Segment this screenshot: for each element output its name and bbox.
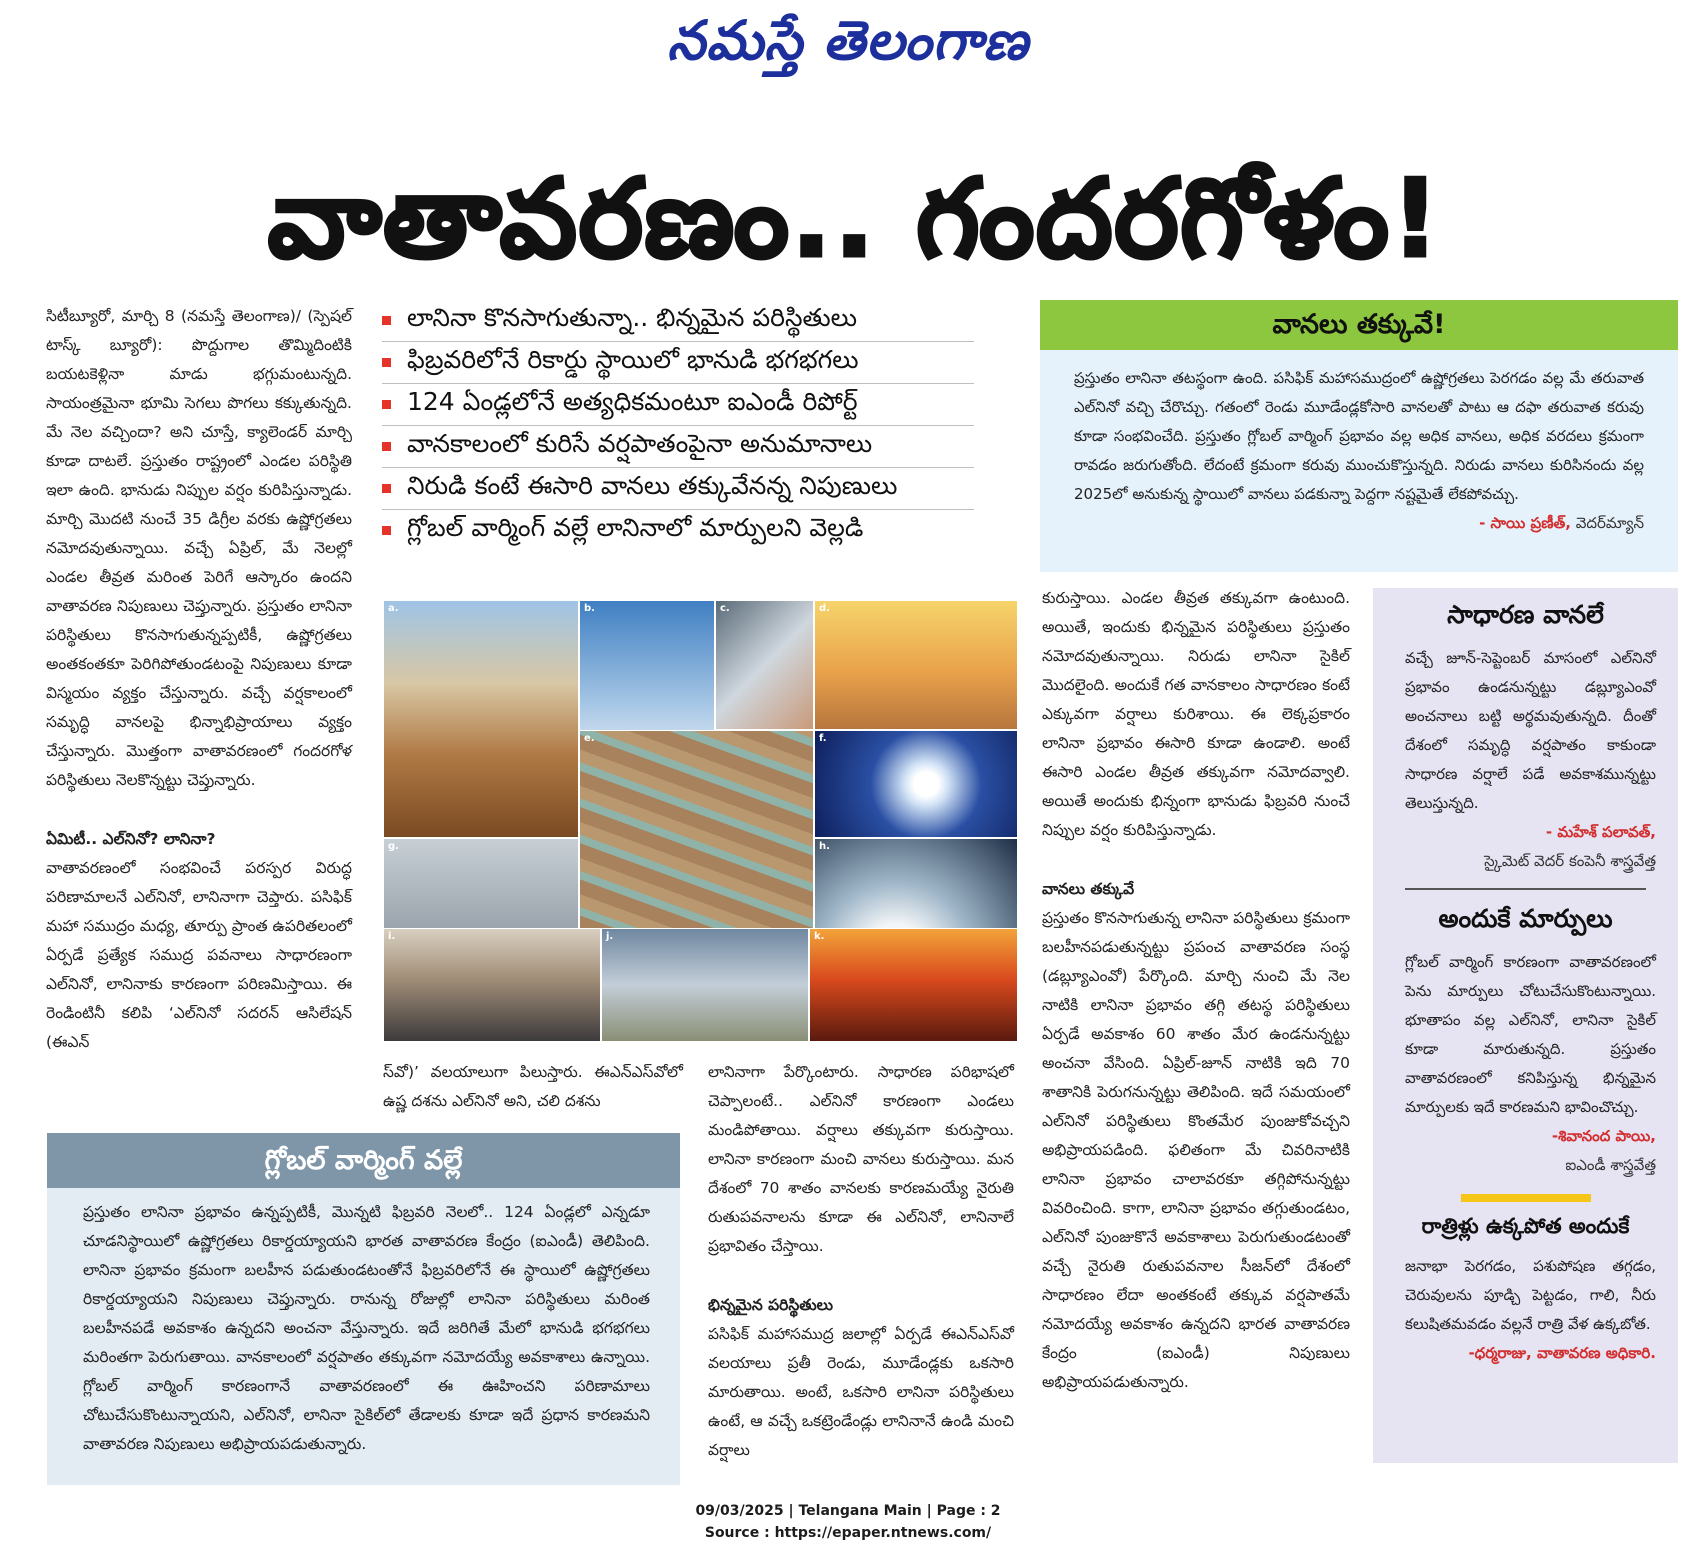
quote-body: గ్లోబల్ వార్మింగ్ కారణంగా వాతావరణంలో పెను మార్పులు చోటుచేసుకొంటున్నాయి. భూతాపం వల్ల ఎల్‌నినో, లానినా సైకిల్ కూడా మారుతున్నది. ప్రస్తుతం వాతావరణంలో కనిపిస్తున్న భిన్నమైన మార్పులకు ఇదే కారణమని భావించొచ్చు. -శివానంద పాయి, ఐఎండీ శాస్త్రవేత్త — [1373, 948, 1678, 1180]
box-body: ప్రస్తుతం లానినా ప్రభావం ఉన్నప్పటికీ, మొన్నటి ఫిబ్రవరి నెలలో.. 124 ఏండ్లలో ఎన్నడూ చూడనిస్థాయిలో ఉష్ణోగ్రతలు రికార్డయ్యాయని భారత వాతావరణ కేంద్రం (ఐఎండీ) తెలిపింది. లానినా ప్రభావం క్రమంగా బలహీన పడుతుండటంతోనే ఫిబ్రవరిలోనే ఈ స్థాయిలో ఉష్ణోగ్రతలు రికార్డయ్యాయని నిపుణులు చెప్తున్నారు. రానున్న రోజుల్లో లానినా పరిస్థితులు మరింత బలహీనపడే అవకాశం ఉన్నదని అంచనా వేస్తున్నారు. ఇదే జరిగితే మేలో భానుడి భగభగలు మరింతగా పెరుగుతాయి. వానకాలంలో వర్షపాతం తక్కువగా నమోదయ్యే అవకాశాలు ఉన్నాయి. గ్లోబల్ వార్మింగ్ కారణంగానే వాతావరణంలో ఈ ఊహించని పరిణామాలు చోటుచేసుకొంటున్నాయని, ఎల్‌నినో, లానినా సైకిల్‌లో తేడాలకు కూడా ఇదే ప్రధాన కారణమని వాతావరణ నిపుణులు అభిప్రాయపడుతున్నారు. — [83, 1203, 650, 1453]
bullet-square-icon — [382, 358, 391, 367]
bullet-list — [382, 300, 974, 551]
bullet-item: లానినా కొనసాగుతున్నా.. భిన్నమైన పరిస్థితులు — [382, 300, 974, 342]
column-1 — [46, 302, 352, 1057]
divider — [1405, 888, 1646, 890]
accent-bar — [1461, 1194, 1591, 1202]
subhead-what-is-elnino: ఏమిటీ.. ఎల్‌నినో? లానినా? — [46, 830, 216, 848]
footer-date-page: 09/03/2025 | Telangana Main | Page : 2 — [695, 1503, 1001, 1519]
lead-paragraph: సిటీబ్యూరో, మార్చి 8 (నమస్తే తెలంగాణ)/ (స్పెషల్ టాస్క్ బ్యూరో): పొద్దుగాల తొమ్మిదింటికి బయటకెళ్లినా మాడు భగ్గుమంటున్నది. సాయంత్రమైనా భూమి సెగలు పొగలు కక్కుతున్నది. మే నెల వచ్చిందా? అని చూస్తే, క్యాలెండర్ మార్చి కూడా దాటలే. ప్రస్తుతం రాష్ట్రంలో ఎండల పరిస్థితి ఇలా ఉంది. భానుడు నిప్పుల వర్షం కురిపిస్తున్నాడు. మార్చి మొదటి నుంచే 35 డిగ్రీల వరకు ఉష్ణోగ్రతలు నమోదవుతున్నాయి. వచ్చే ఏప్రిల్, మే నెలల్లో ఎండల తీవ్రత మరింత పెరిగే ఆస్కారం ఉందని వాతావరణ నిపుణులు చెప్తున్నారు. ప్రస్తుతం లానినా పరిస్థితులు కొనసాగుతున్నప్పటికీ, ఉష్ణోగ్రతలు అంతకంతకూ పెరిగిపోతుండటంపై నిపుణులు కూడా విస్మయం వ్యక్తం చేస్తున్నారు. వచ్చే వర్షకాలంలో సమృద్ధి వానలపై భిన్నాభిప్రాయాలు వ్యక్తం చేస్తున్నారు. మొత్తంగా వాతావరణంలో గందరగోళ పరిస్థితులు నెలకొన్నట్టు చెప్తున్నారు. — [46, 307, 352, 789]
quote-signature: -శివానంద పాయి, ఐఎండీ శాస్త్రవేత్త — [1551, 1127, 1656, 1174]
photo-hailstones: c. — [715, 600, 814, 730]
column-2 — [383, 1058, 683, 1116]
quote-signature: -ధర్మరాజు, వాతావరణ అధికారి. — [1468, 1344, 1656, 1362]
column-3-body: పసిఫిక్ మహాసముద్ర జలాల్లో ఏర్పడే ఈఎన్‌ఎస్‌వో వలయాలు ప్రతీ రెండు, మూడేండ్లకు ఒకసారి మారుతాయి. అంటే, ఒకసారి లానినా పరిస్థితులు ఉంటే, ఆ వచ్చే ఒకట్రెండేండ్లు లానినానే ఉండి మంచి వర్షాలు — [708, 1325, 1014, 1459]
box-body: ప్రస్తుతం లానినా తటస్థంగా ఉంది. పసిఫిక్ మహాసముద్రంలో ఉష్ణోగ్రతలు పెరగడం వల్ల మే తరువాత ఎల్‌నినో వచ్చి చేరొచ్చు. గతంలో రెండు మూడేండ్లకోసారి వానలతో పాటు ఆ దఫా తరువాత కరువు కూడా సంభవించేది. ప్రస్తుతం గ్లోబల్ వార్మింగ్ ప్రభావం వల్ల అధిక వానలు, అధిక వరదలు క్రమంగా రావడం జరుగుతోంది. లేదంటే క్రమంగా కరువు ముంచుకొస్తున్నది. నిరుడు వానలు కురిసినందు వల్ల 2025లో అనుకున్న స్థాయిలో వానలు పడకున్నా పెద్దగా నష్టమైతే లేకపోవచ్చు. - సాయి ప్రణీత్, వెదర్‌మ్యాన్ — [1040, 350, 1678, 538]
photo-wildfire: k. — [809, 928, 1018, 1042]
bullet-square-icon — [382, 526, 391, 535]
box-title: గ్లోబల్ వార్మింగ్ వల్లే — [47, 1133, 680, 1188]
bullet-item: ఫిబ్రవరిలోనే రికార్డు స్థాయిలో భానుడి భగభగలు — [382, 342, 974, 384]
photo-flooded-fields: e. — [579, 730, 814, 1040]
subhead-less-rain: వానలు తక్కువే — [1042, 880, 1135, 898]
photo-lightning: i. — [383, 928, 601, 1042]
sidebar-box-expert-quotes — [1373, 588, 1678, 1463]
quote-title: రాత్రిళ్లు ఉక్కపోత అందుకే — [1421, 1214, 1630, 1238]
sidebar-box-less-rain — [1040, 300, 1678, 572]
photo-collage-bottom-row — [383, 928, 1018, 1040]
photo-clouds: b. — [579, 600, 715, 838]
box-title: వానలు తక్కువే! — [1040, 300, 1678, 350]
photo-cracked-road: g. — [383, 838, 579, 1040]
column-1-body: వాతావరణంలో సంభవించే పరస్పర విరుద్ధ పరిణామాలనే ఎల్‌నినో, లానినాగా చెప్తారు. పసిఫిక్ మహా సముద్రం మధ్య, తూర్పు ప్రాంత ఉపరితలంలో ఏర్పడే ప్రత్యేక సముద్ర పవనాలు సాధారణంగా ఎల్‌నినో, లానినాకు కారణంగా పరిణమిస్తాయి. ఈ రెండింటినీ కలిపి ‘ఎల్‌నినో సదరన్ ఆసిలేషన్ (ఈఎన్ — [46, 859, 352, 1051]
sidebar-box-global-warming — [47, 1133, 680, 1485]
photo-tornado: j. — [601, 928, 809, 1042]
column-4 — [1042, 584, 1350, 1397]
quote-title: అందుకే మార్పులు — [1438, 904, 1613, 933]
box-signature: - సాయి ప్రణీత్, వెదర్‌మ్యాన్ — [1479, 514, 1644, 532]
footer-source: Source : https://epaper.ntnews.com/ — [704, 1525, 992, 1541]
column-2-body: స్‌వో)’ వలయాలుగా పిలుస్తారు. ఈఎన్‌ఎస్‌వోలో ఉష్ణ దశను ఎల్‌నినో అని, చలి దశను — [383, 1063, 683, 1110]
bullet-item: 124 ఏండ్లలోనే అత్యధికమంటూ ఐఎండీ రిపోర్ట్ — [382, 384, 974, 426]
photo-hurricane: f. — [814, 730, 1018, 838]
photo-drought: a. — [383, 600, 579, 838]
quote-body: వచ్చే జూన్-సెప్టెంబర్ మాసంలో ఎల్‌నినో ప్రభావం ఉండనున్నట్టు డబ్ల్యూఎంవో అంచనాలు బట్టి అర్థమవుతున్నది. దీంతో దేశంలో సమృద్ధి వర్షపాతం కాకుండా సాధారణ వర్షాలే పడే అవకాశమున్నట్టు తెలుస్తున్నది. - మహేశ్ పలావత్, స్కైమెట్ వెదర్ కంపెనీ శాస్త్రవేత్త — [1373, 644, 1678, 876]
bullet-item: వానకాలంలో కురిసే వర్షపాతంపైనా అనుమానాలు — [382, 426, 974, 468]
bullet-square-icon — [382, 442, 391, 451]
bullet-square-icon — [382, 316, 391, 325]
column-4-top: కురుస్తాయి. ఎండల తీవ్రత తక్కువగా ఉంటుంది. అయితే, ఇందుకు భిన్నమైన పరిస్థితులు ప్రస్తుతం నమోదవుతున్నాయి. నిరుడు లానినా సైకిల్ మొదలైంది. అందుకే గత వానకాలం సాధారణం కంటే ఎక్కువగా వర్షాలు కురిశాయి. ఈ లెక్కప్రకారం లానినా ప్రభావం ఈసారి కూడా ఉండాలి. అంటే ఈసారి ఎండల తీవ్రత తక్కువగా నమోదవ్వాలి. అయితే అందుకు భిన్నంగా భానుడు ఫిబ్రవరి నుంచే నిప్పుల వర్షం కురిపిస్తున్నాడు. — [1042, 589, 1350, 839]
photo-heat-city: d. — [814, 600, 1018, 730]
bullet-square-icon — [382, 484, 391, 493]
photo-satellite-cyclone: h. — [814, 838, 1018, 1040]
bullet-item: గ్లోబల్ వార్మింగ్ వల్లే లానినాలో మార్పులని వెల్లడి — [382, 510, 974, 551]
masthead-logo: నమస్తే తెలంగాణ — [667, 8, 1029, 72]
quote-title: సాధారణ వానలే — [1447, 600, 1604, 629]
quote-signature: - మహేశ్ పలావత్, స్కైమెట్ వెదర్ కంపెనీ శాస్త్రవేత్త — [1484, 823, 1656, 870]
column-3-top: లానినాగా పేర్కొంటారు. సాధారణ పరిభాషలో చెప్పాలంటే.. ఎల్‌నినో కారణంగా ఎండలు మండిపోతాయి. వర్షాలు తక్కువగా కురుస్తాయి. లానినా కారణంగా మంచి వానలు కురుస్తాయి. మన దేశంలో 70 శాతం వానలకు కారణమయ్యే నైరుతి రుతుపవనాలను కూడా ఈ ఎల్‌నినో, లానినాలే ప్రభావితం చేస్తాయి. — [708, 1063, 1014, 1255]
bullet-square-icon — [382, 400, 391, 409]
column-3 — [708, 1058, 1014, 1465]
bullet-item: నిరుడి కంటే ఈసారి వానలు తక్కువేనన్న నిపుణులు — [382, 468, 974, 510]
page-footer — [0, 1500, 1696, 1544]
headline: వాతావరణం.. గందరగోళం! — [268, 157, 1442, 282]
column-4-body: ప్రస్తుతం కొనసాగుతున్న లానినా పరిస్థితులు క్రమంగా బలహీనపడుతున్నట్టు ప్రపంచ వాతావరణ సంస్థ (డబ్ల్యూఎంవో) పేర్కొంది. మార్చి నుంచి మే నెల నాటికి లానినా ప్రభావం తగ్గి తటస్థ పరిస్థితులు ఏర్పడే అవకాశం 60 శాతం మేర ఉండనున్నట్టు అంచనా వేసింది. ఏప్రిల్-జూన్ నాటికి ఇది 70 శాతానికి పెరుగనున్నట్టు తెలిపింది. ఇదే సమయంలో ఎల్‌నినో పరిస్థితులు కొంతమేర పుంజుకోవచ్చని అభిప్రాయపడింది. ఫలితంగా మే చివరినాటికి లానినా ప్రభావం చాలావరకూ తగ్గిపోనున్నట్టు వివరించింది. కాగా, లానినా ప్రభావం తగ్గుతుండటం, ఎల్‌నినో పుంజుకొనే అవకాశాలు పెరుగుతుండటంతో వచ్చే నైరుతి రుతుపవనాల సీజన్‌లో దేశంలో సాధారణం లేదా అంతకంటే తక్కువ వర్షపాతమే నమోదయ్యే అవకాశం ఉన్నదని భారత వాతావరణ కేంద్రం (ఐఎండీ) నిపుణులు అభిప్రాయపడుతున్నారు. — [1042, 909, 1350, 1391]
quote-body: జనాభా పెరగడం, పశుపోషణ తగ్గడం, చెరువులను పూడ్చి పెట్టడం, గాలి, నీరు కలుషితమవడం వల్లనే రాత్రి వేళ ఉక్కబోత. -ధర్మరాజు, వాతావరణ అధికారి. — [1373, 1252, 1678, 1368]
subhead-different-conditions: భిన్నమైన పరిస్థితులు — [708, 1296, 833, 1314]
